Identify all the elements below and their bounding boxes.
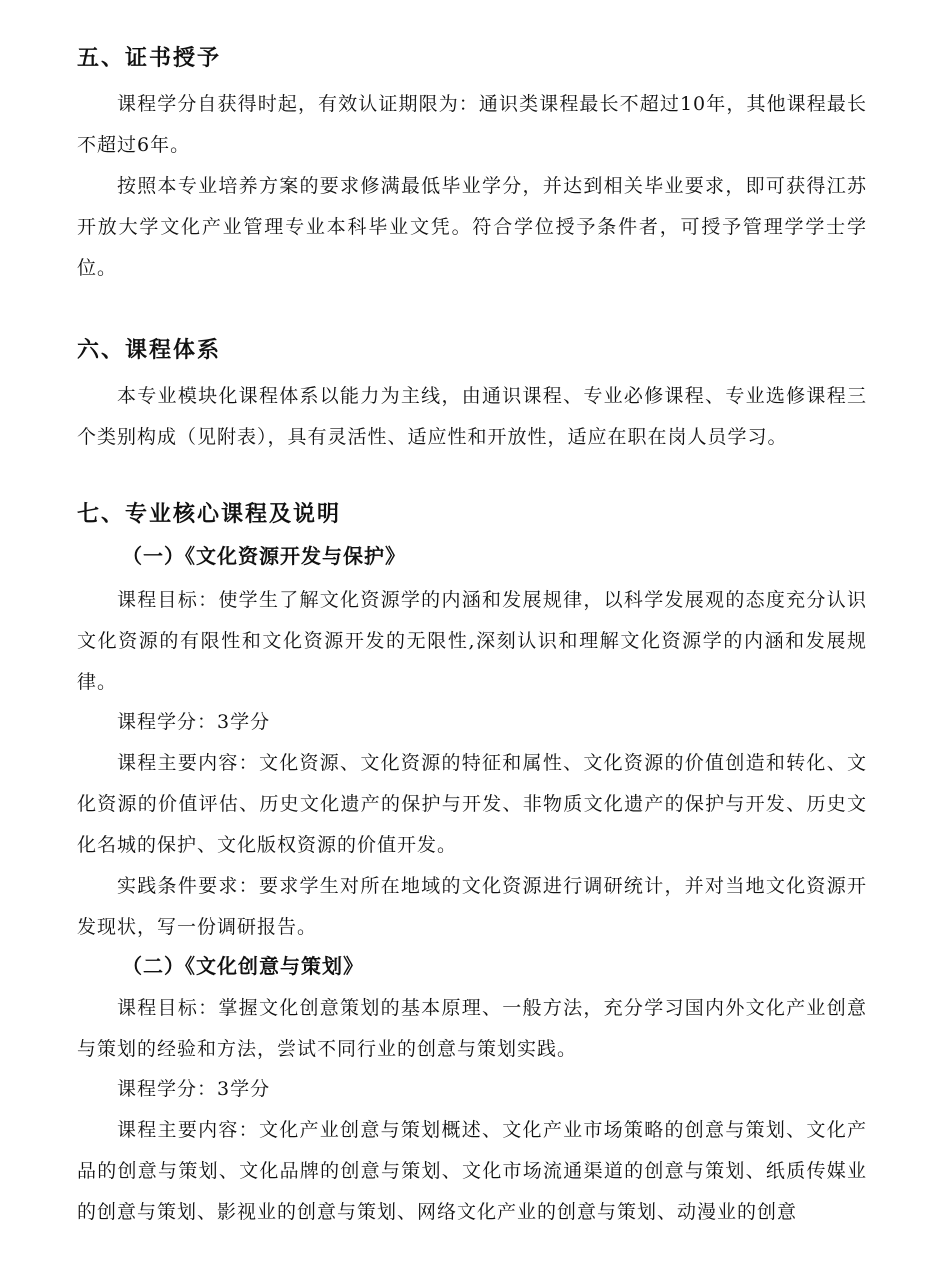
- course-2-credit: 课程学分：3学分: [117, 1078, 271, 1100]
- section-5-paragraph-2: 按照本专业培养方案的要求修满最低毕业学分，并达到相关毕业要求，即可获得江苏开放大学文化产业管理专业本科毕业文凭。符合学位授予条件者，可授予管理学学士学位。: [77, 175, 867, 279]
- section-7-heading: 七、专业核心课程及说明: [77, 502, 342, 527]
- course-1-title: （一）《文化资源开发与保护》: [122, 544, 406, 568]
- course-2-title: （二）《文化创意与策划》: [122, 954, 364, 978]
- course-2-goal: 课程目标：掌握文化创意策划的基本原理、一般方法，充分学习国内外文化产业创意与策划的经验和方法，尝试不同行业的创意与策划实践。: [77, 997, 867, 1060]
- course-1-practice: 实践条件要求：要求学生对所在地域的文化资源进行调研统计，并对当地文化资源开发现状，写一份调研报告。: [77, 875, 867, 938]
- course-1-goal: 课程目标：使学生了解文化资源学的内涵和发展规律，以科学发展观的态度充分认识文化资源的有限性和文化资源开发的无限性,深刻认识和理解文化资源学的内涵和发展规律。: [77, 589, 867, 693]
- course-1-credit: 课程学分：3学分: [117, 711, 271, 733]
- section-6-heading: 六、课程体系: [77, 338, 222, 363]
- course-2-content: 课程主要内容：文化产业创意与策划概述、文化产业市场策略的创意与策划、文化产品的创意与策划、文化品牌的创意与策划、文化市场流通渠道的创意与策划、纸质传媒业的创意与策划、影视业的创意与策划、网络文化产业的创意与策划、动漫业的创意: [77, 1119, 867, 1223]
- section-5-heading: 五、证书授予: [77, 46, 222, 71]
- course-1-content: 课程主要内容：文化资源、文化资源的特征和属性、文化资源的价值创造和转化、文化资源的价值评估、历史文化遗产的保护与开发、非物质文化遗产的保护与开发、历史文化名城的保护、文化版权资源的价值开发。: [77, 752, 867, 856]
- section-6-paragraph-1: 本专业模块化课程体系以能力为主线，由通识课程、专业必修课程、专业选修课程三个类别构成（见附表），具有灵活性、适应性和开放性，适应在职在岗人员学习。: [77, 385, 867, 448]
- section-5-paragraph-1: 课程学分自获得时起，有效认证期限为：通识类课程最长不超过10年，其他课程最长不超过6年。: [77, 93, 867, 156]
